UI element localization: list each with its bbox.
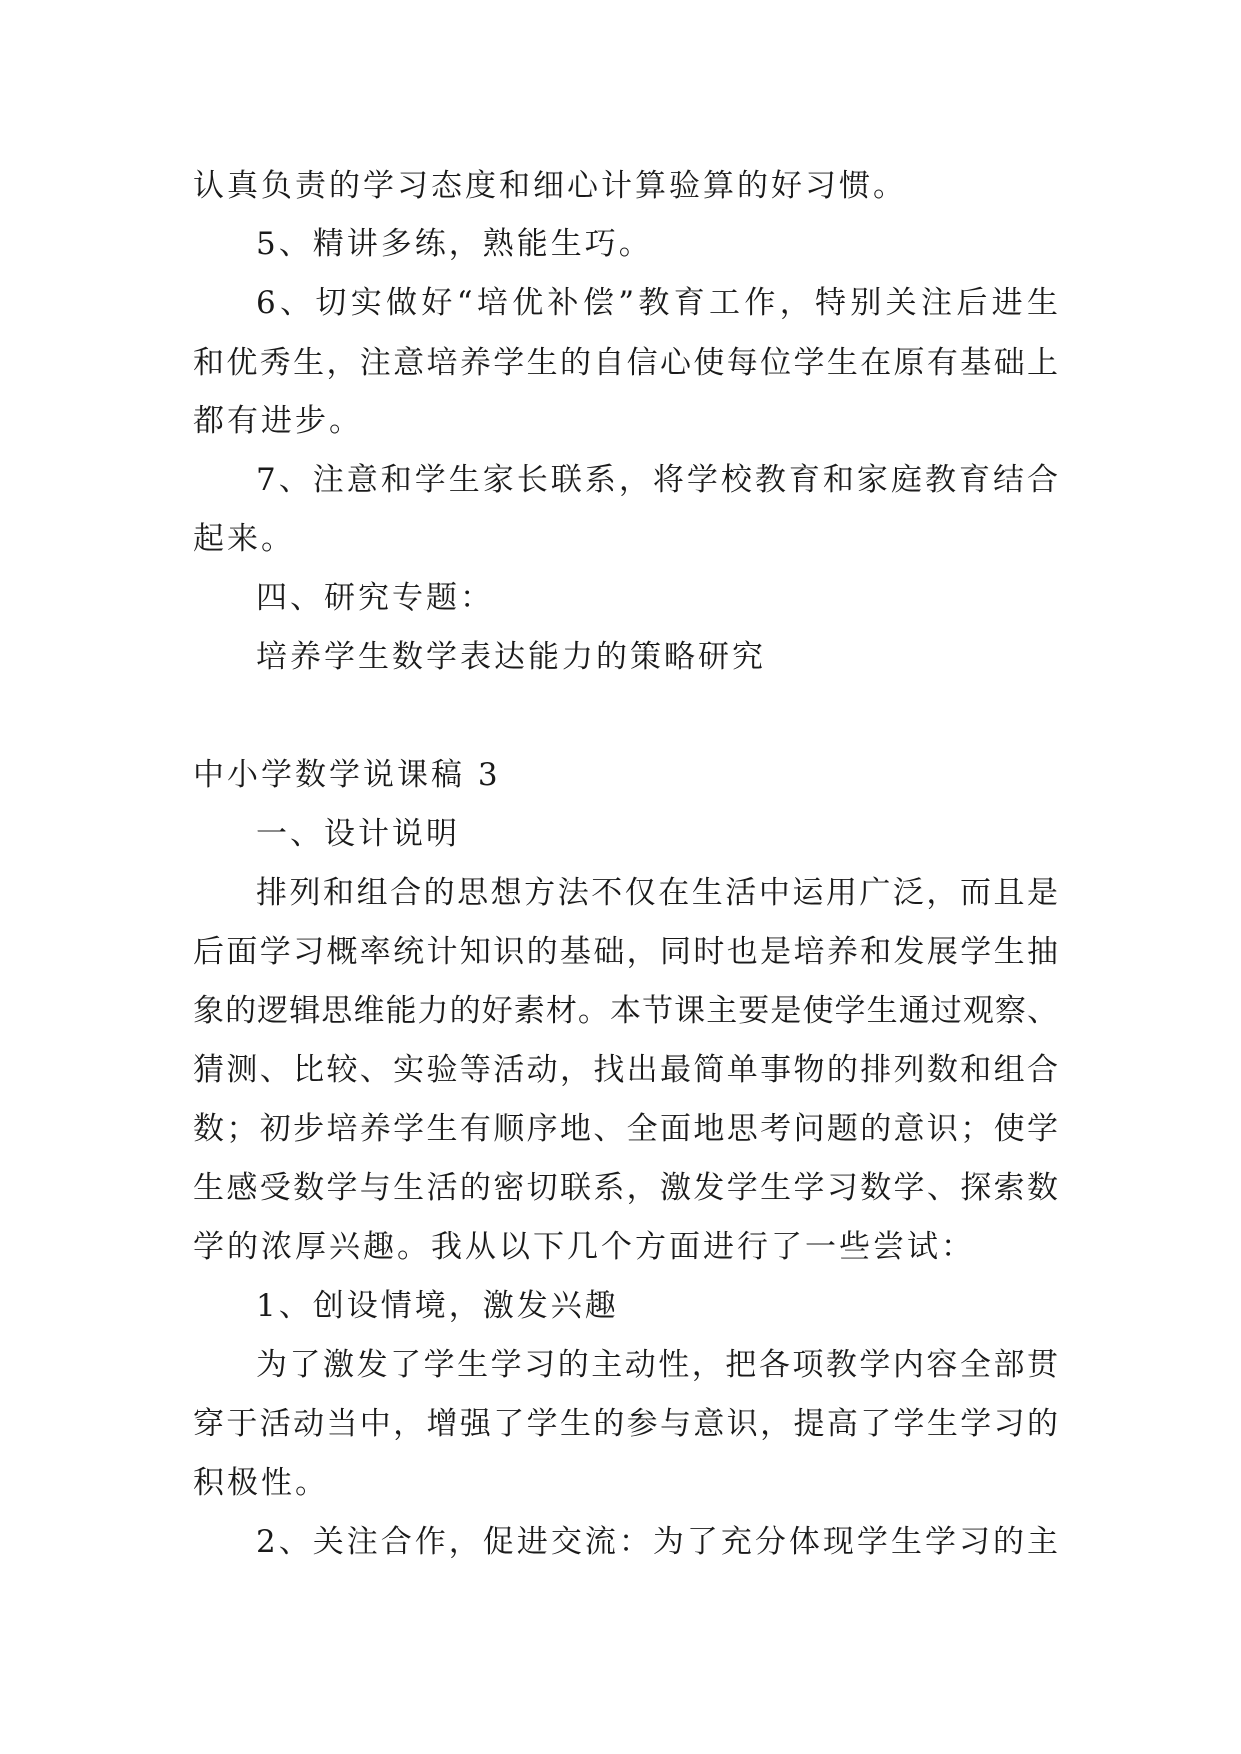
text-line-4: 和优秀生，注意培养学生的自信心使每位学生在原有基础上 <box>193 345 1058 381</box>
text-line-12: 排列和组合的思想方法不仅在生活中运用广泛，而且是 <box>256 875 1058 911</box>
text-line-18: 学的浓厚兴趣。我从以下几个方面进行了一些尝试： <box>193 1229 975 1265</box>
text-line-13: 后面学习概率统计知识的基础，同时也是培养和发展学生抽 <box>193 934 1058 970</box>
document-title: 中小学数学说课稿 3 <box>193 757 501 793</box>
text-line-19: 1、创设情境，激发兴趣 <box>256 1288 619 1324</box>
section-heading-design: 一、设计说明 <box>256 816 460 852</box>
text-line-2: 5、精讲多练，熟能生巧。 <box>256 226 653 262</box>
text-line-6: 7、注意和学生家长联系，将学校教育和家庭教育结合 <box>256 462 1058 498</box>
text-line-16: 数；初步培养学生有顺序地、全面地思考问题的意识；使学 <box>193 1111 1058 1147</box>
section-heading-research-topic: 四、研究专题： <box>256 580 494 616</box>
text-line-22: 积极性。 <box>193 1465 329 1501</box>
text-line-1: 认真负责的学习态度和细心计算验算的好习惯。 <box>193 168 907 204</box>
text-line-20: 为了激发了学生学习的主动性，把各项教学内容全部贯 <box>256 1347 1058 1383</box>
text-line-23: 2、关注合作，促进交流：为了充分体现学生学习的主 <box>256 1524 1058 1560</box>
text-line-3: 6、切实做好“培优补偿”教育工作，特别关注后进生 <box>256 285 1058 321</box>
text-line-9: 培养学生数学表达能力的策略研究 <box>256 639 766 675</box>
text-line-14: 象的逻辑思维能力的好素材。本节课主要是使学生通过观察、 <box>193 993 1058 1029</box>
text-line-7: 起来。 <box>193 521 295 557</box>
text-line-15: 猜测、比较、实验等活动，找出最简单事物的排列数和组合 <box>193 1052 1058 1088</box>
text-line-21: 穿于活动当中，增强了学生的参与意识，提高了学生学习的 <box>193 1406 1058 1442</box>
text-line-5: 都有进步。 <box>193 403 363 439</box>
text-line-17: 生感受数学与生活的密切联系，激发学生学习数学、探索数 <box>193 1170 1058 1206</box>
